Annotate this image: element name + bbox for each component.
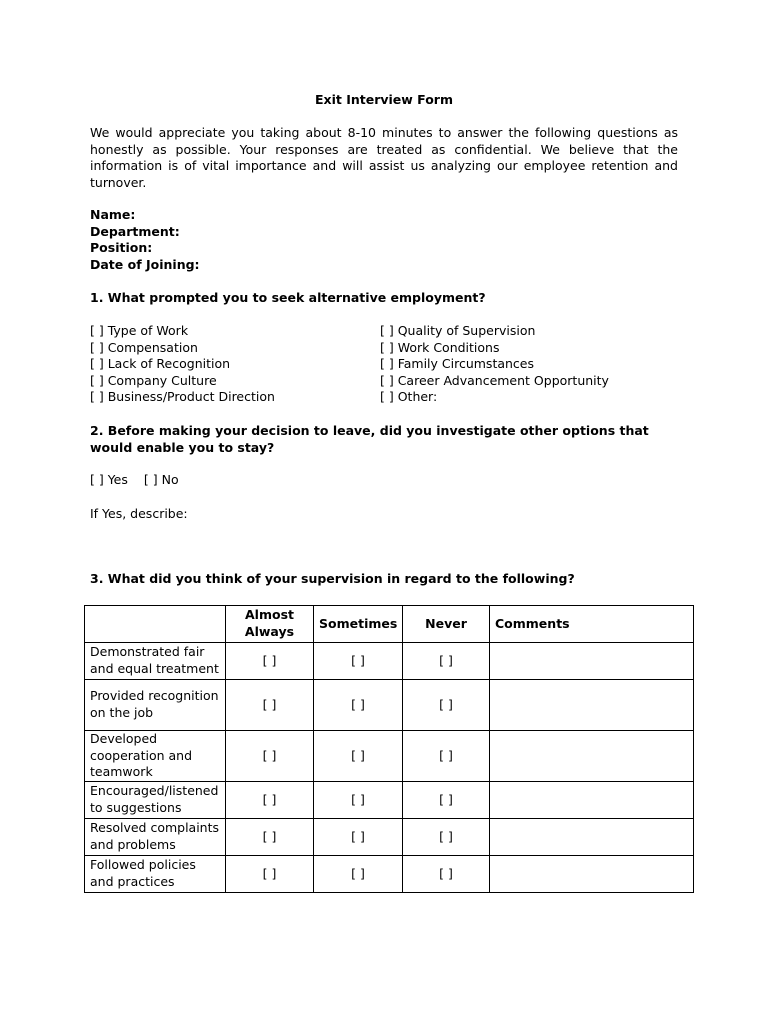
date-of-joining-field-label: Date of Joining: [90,256,200,272]
almost-always-checkbox[interactable]: [ ] [226,643,314,680]
intro-paragraph: We would appreciate you taking about 8-10 minutes to answer the following questions as honestly as possible. Your responses are treated as confidential. We believe that the information is of vital importance and will assist us analyzing our employee retention and turnover. [90,125,678,190]
almost-always-checkbox[interactable]: [ ] [226,782,314,819]
header-sometimes: Sometimes [314,606,403,643]
sometimes-checkbox[interactable]: [ ] [314,731,403,782]
option-company-culture[interactable]: [ ] Company Culture [90,372,217,388]
if-yes-describe-label: If Yes, describe: [90,506,188,521]
sometimes-checkbox[interactable]: [ ] [314,819,403,856]
comments-cell[interactable] [490,731,694,782]
option-lack-of-recognition[interactable]: [ ] Lack of Recognition [90,356,231,372]
option-other[interactable]: [ ] Other: [380,389,438,405]
sometimes-checkbox[interactable]: [ ] [314,856,403,893]
comments-cell[interactable] [490,819,694,856]
almost-always-checkbox[interactable]: [ ] [226,680,314,731]
almost-always-checkbox[interactable]: [ ] [226,731,314,782]
never-checkbox[interactable]: [ ] [403,680,490,731]
supervision-table [84,605,694,893]
header-never: Never [403,606,490,643]
sometimes-checkbox[interactable]: [ ] [314,643,403,680]
question-2: 2. Before making your decision to leave, did you investigate other options that would enable you to stay? [90,423,649,455]
row-label: Provided recognition on the job [85,680,226,731]
option-compensation[interactable]: [ ] Compensation [90,339,198,355]
table-row [85,680,694,731]
never-checkbox[interactable]: [ ] [403,819,490,856]
almost-always-checkbox[interactable]: [ ] [226,819,314,856]
department-field-label: Department: [90,223,180,239]
sometimes-checkbox[interactable]: [ ] [314,782,403,819]
table-row [85,731,694,782]
never-checkbox[interactable]: [ ] [403,731,490,782]
header-comments: Comments [490,606,694,643]
option-work-conditions[interactable]: [ ] Work Conditions [380,339,500,355]
table-header-row [85,606,694,643]
almost-always-checkbox[interactable]: [ ] [226,856,314,893]
name-field-label: Name: [90,207,136,222]
row-label: Demonstrated fair and equal treatment [85,643,226,680]
employee-fields [90,207,200,273]
option-quality-of-supervision[interactable]: [ ] Quality of Supervision [380,323,536,338]
row-label: Resolved complaints and problems [85,819,226,856]
option-career-advancement[interactable]: [ ] Career Advancement Opportunity [380,372,609,388]
option-family-circumstances[interactable]: [ ] Family Circumstances [380,356,535,372]
comments-cell[interactable] [490,782,694,819]
comments-cell[interactable] [490,680,694,731]
table-row [85,819,694,856]
never-checkbox[interactable]: [ ] [403,782,490,819]
option-no[interactable]: [ ] No [143,472,179,487]
never-checkbox[interactable]: [ ] [403,856,490,893]
row-label: Followed policies and practices [85,856,226,893]
row-label: Developed cooperation and teamwork [85,731,226,782]
question-1: 1. What prompted you to seek alternative employment? [90,290,486,305]
table-row [85,856,694,893]
page-title: Exit Interview Form [314,92,453,107]
option-yes[interactable]: [ ] Yes [90,472,128,487]
header-almost-always: Almost Always [226,606,314,643]
question-1-options-left [90,323,275,406]
row-label: Encouraged/listened to suggestions [85,782,226,819]
sometimes-checkbox[interactable]: [ ] [314,680,403,731]
header-empty [85,606,226,643]
question-2-answers [90,472,179,489]
never-checkbox[interactable]: [ ] [403,643,490,680]
question-3: 3. What did you think of your supervision in regard to the following? [90,571,575,586]
question-1-options-right [380,323,609,406]
option-business-product-direction[interactable]: [ ] Business/Product Direction [90,389,275,405]
comments-cell[interactable] [490,643,694,680]
option-type-of-work[interactable]: [ ] Type of Work [90,323,189,338]
table-row [85,643,694,680]
table-row [85,782,694,819]
comments-cell[interactable] [490,856,694,893]
position-field-label: Position: [90,240,153,256]
